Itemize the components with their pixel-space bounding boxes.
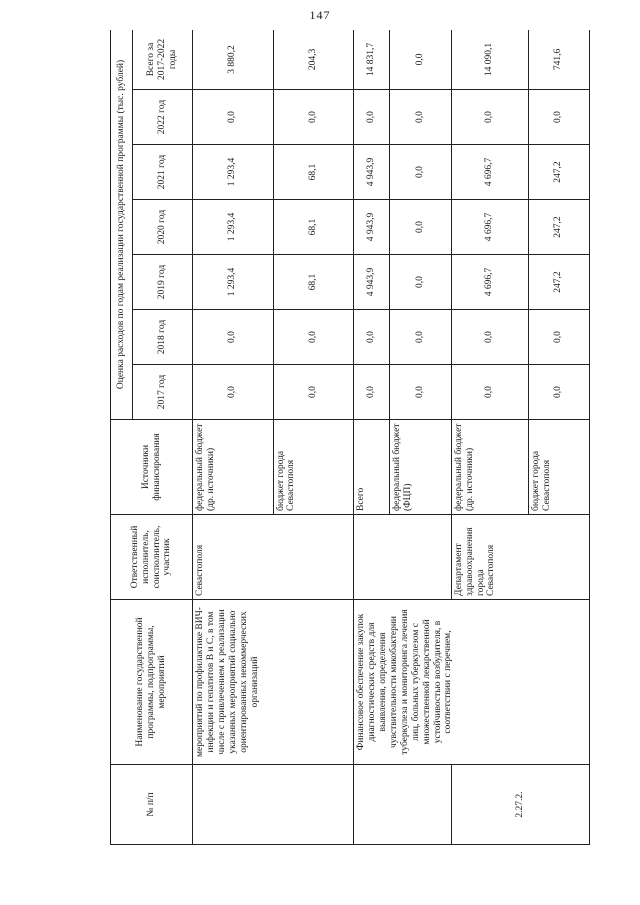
row-value: 4 943,9 [354,200,390,255]
row-executor: Департамент здравоохранения города Севастополя [451,515,589,600]
row-value: 0,0 [390,145,451,200]
row-total: 204,3 [273,30,354,90]
row-value: 0,0 [354,365,390,420]
row-value: 247,2 [528,255,589,310]
row-value: 1 293,4 [193,255,274,310]
header-year: 2017 год [133,365,193,420]
row-value: 0,0 [193,90,274,145]
row-value: 247,2 [528,145,589,200]
row-value: 0,0 [390,310,451,365]
row-value: 0,0 [193,365,274,420]
header-year: 2020 год [133,200,193,255]
header-year: 2019 год [133,255,193,310]
row-value: 0,0 [451,365,528,420]
row-source: бюджет города Севастополя [528,420,589,515]
budget-table [110,30,590,845]
row-source: федеральный бюджет (ФЦП) [390,420,451,515]
header-year: 2018 год [133,310,193,365]
row-value: 1 293,4 [193,200,274,255]
row-num [354,765,452,845]
row-name: Финансовое обеспечение закупок диагностических средств для выявления, определения чувствительности микобактерии туберкулеза и мониторинга лечения лиц, больных туберкулезом с множественной лекарственной устойчивостью возбудителя, в соответствии с перечнем, [354,600,590,765]
row-value: 0,0 [390,200,451,255]
row-value: 4 696,7 [451,145,528,200]
row-value: 0,0 [354,90,390,145]
row-num [193,765,354,845]
row-value: 247,2 [528,200,589,255]
table-row [354,30,390,845]
rotated-table-container [110,30,590,845]
row-num: 2.27.2. [451,765,589,845]
row-value: 4 696,7 [451,255,528,310]
row-source: федеральный бюджет (др. источники) [451,420,528,515]
row-value: 0,0 [390,90,451,145]
row-source: бюджет города Севастополя [273,420,354,515]
row-value: 0,0 [390,255,451,310]
row-value: 4 943,9 [354,145,390,200]
row-total: 741,6 [528,30,589,90]
row-total: 0,0 [390,30,451,90]
row-value: 4 696,7 [451,200,528,255]
row-value: 0,0 [273,365,354,420]
table-viewport [110,30,590,845]
header-estimate: Оценка расходов по годам реализации государственной программы (тыс. рублей) [111,30,133,420]
page-number: 147 [309,8,331,22]
header-source: Источники финансирования [111,420,193,515]
row-value: 68,1 [273,145,354,200]
row-executor: Севастополя [193,515,354,600]
row-executor [354,515,452,600]
header-name: Наименование государственной программы, подпрограммы, мероприятий [111,600,193,765]
header-year: 2022 год [133,90,193,145]
row-value: 4 943,9 [354,255,390,310]
row-value: 0,0 [273,90,354,145]
row-value: 0,0 [451,90,528,145]
row-name: мероприятий по профилактике ВИЧ-инфекции и гепатитов В и С, в том числе с привлечением к реализации указанных мероприятий социально ориентированных некоммерческих организаций [193,600,354,765]
row-value: 0,0 [528,90,589,145]
row-value: 0,0 [390,365,451,420]
row-value: 0,0 [273,310,354,365]
row-value: 0,0 [528,310,589,365]
row-total: 3 880,2 [193,30,274,90]
header-total: Всего за 2017-2022 годы [133,30,193,90]
row-value: 1 293,4 [193,145,274,200]
header-executor: Ответственный исполнитель, соисполнитель, участник [111,515,193,600]
row-value: 0,0 [451,310,528,365]
row-total: 14 831,7 [354,30,390,90]
row-value: 0,0 [354,310,390,365]
row-value: 68,1 [273,200,354,255]
table-row [193,30,274,845]
row-source: федеральный бюджет (др. источники) [193,420,274,515]
row-value: 68,1 [273,255,354,310]
header-year: 2021 год [133,145,193,200]
row-total: 14 090,1 [451,30,528,90]
row-value: 0,0 [528,365,589,420]
header-num: № п/п [111,765,193,845]
row-value: 0,0 [193,310,274,365]
row-source: Всего [354,420,390,515]
